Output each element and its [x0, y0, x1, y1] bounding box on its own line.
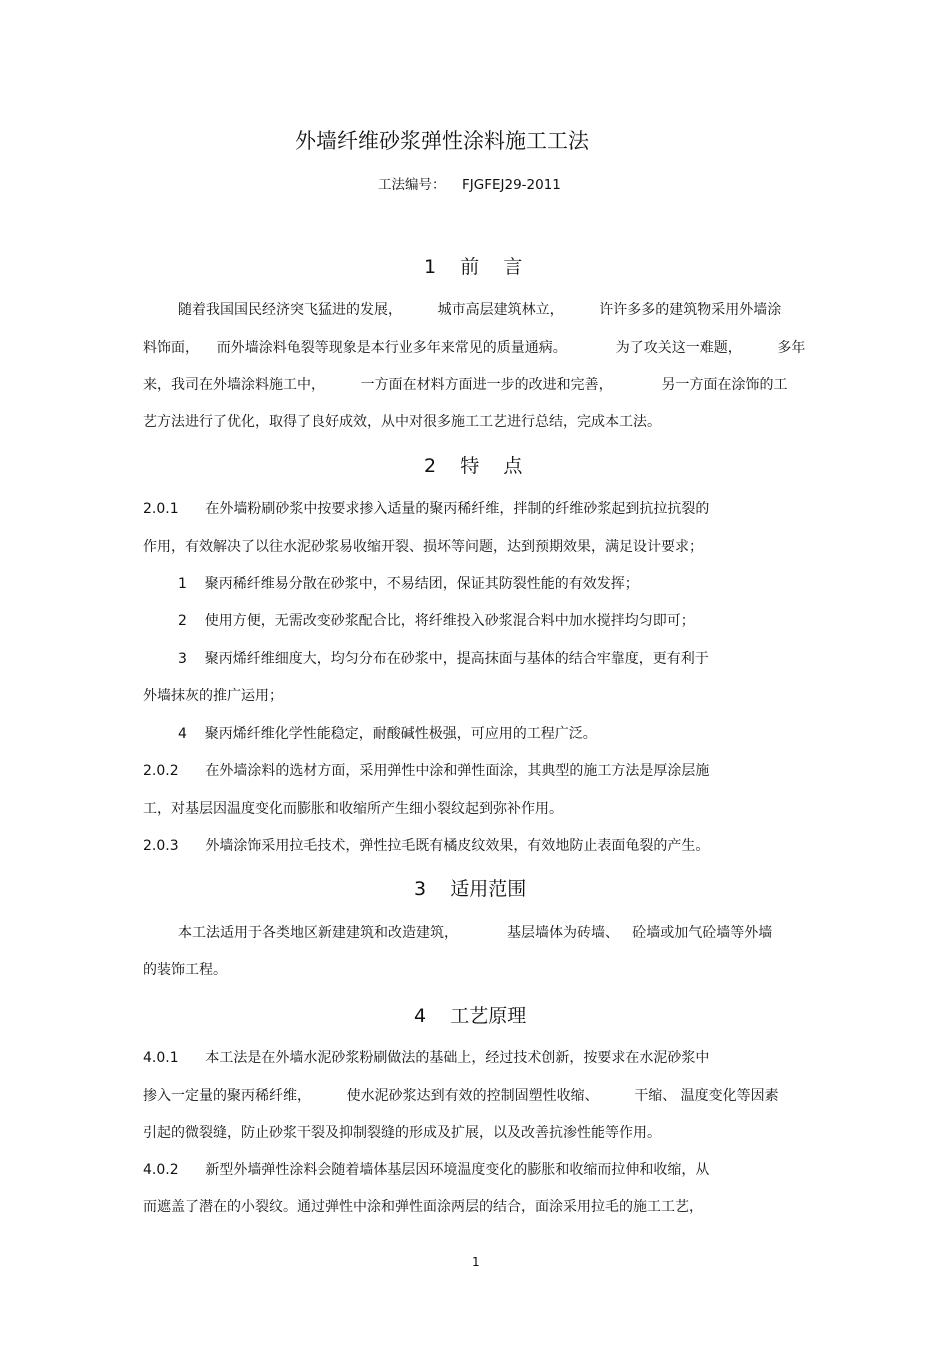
paragraph-line: 随着我国国民经济突飞猛进的发展， 城市高层建筑林立， 许许多多的建筑物采用外墙涂 — [178, 302, 782, 318]
document-title: 外墙纤维砂浆弹性涂料施工工法 — [295, 129, 589, 153]
section-heading-preface: 1 前 言 — [424, 256, 523, 278]
paragraph-line: 艺方法进行了优化，取得了良好成效，从中对很多施工工艺进行总结，完成本工法。 — [143, 414, 661, 430]
paragraph-line: 而遮盖了潜在的小裂纹。通过弹性中涂和弹性面涂两层的结合，面涂采用拉毛的施工工艺， — [143, 1199, 703, 1215]
paragraph-line: 4.0.2 新型外墙弹性涂料会随着墙体基层因环境温度变化的膨胀和收缩而拉伸和收缩，从 — [143, 1162, 710, 1178]
paragraph-line: 本工法适用于各类地区新建建筑和改造建筑， 基层墙体为砖墙、 砼墙或加气砼墙等外墙 — [178, 925, 773, 941]
list-item: 2 使用方便，无需改变砂浆配合比，将纤维投入砂浆混合料中加水搅拌均匀即可； — [178, 613, 695, 629]
list-item: 4 聚丙烯纤维化学性能稳定，耐酸碱性极强，可应用的工程广泛。 — [178, 726, 597, 742]
paragraph-line: 引起的微裂缝，防止砂浆干裂及抑制裂缝的形成及扩展，以及改善抗渗性能等作用。 — [143, 1125, 661, 1141]
paragraph-line: 2.0.3 外墙涂饰采用拉毛技术，弹性拉毛既有橘皮纹效果，有效地防止表面龟裂的产生。 — [143, 838, 710, 854]
section-heading-features: 2 特 点 — [424, 455, 523, 477]
paragraph-line: 2.0.2 在外墙涂料的选材方面，采用弹性中涂和弹性面涂，其典型的施工方法是厚涂层施 — [143, 763, 710, 779]
section-heading-principle: 4 工艺原理 — [414, 1005, 527, 1027]
paragraph-line: 作用，有效解决了以往水泥砂浆易收缩开裂、损坏等问题，达到预期效果，满足设计要求； — [143, 539, 703, 555]
paragraph-line: 工，对基层因温度变化而膨胀和收缩所产生细小裂纹起到弥补作用。 — [143, 801, 563, 817]
paragraph-line: 的装饰工程。 — [143, 962, 227, 978]
list-item: 1 聚丙稀纤维易分散在砂浆中，不易结团，保证其防裂性能的有效发挥； — [178, 576, 639, 592]
paragraph-line: 2.0.1 在外墙粉刷砂浆中按要求掺入适量的聚丙稀纤维，拌制的纤维砂浆起到抗拉抗裂的 — [143, 501, 710, 517]
paragraph-line: 料饰面， 而外墙涂料龟裂等现象是本行业多年来常见的质量通病。 为了攻关这一难题， 多年 — [143, 340, 806, 356]
section-heading-scope: 3 适用范围 — [414, 878, 527, 900]
paragraph-line: 4.0.1 本工法是在外墙水泥砂浆粉刷做法的基础上，经过技术创新，按要求在水泥砂浆中 — [143, 1050, 710, 1066]
method-code-label: 工法编号： — [378, 177, 446, 193]
page-number: 1 — [472, 1255, 480, 1269]
paragraph-line: 外墙抹灰的推广运用； — [143, 688, 283, 704]
method-code-value: FJGFEJ29-2011 — [462, 177, 561, 193]
list-item: 3 聚丙烯纤维细度大，均匀分布在砂浆中，提高抹面与基体的结合牢靠度，更有利于 — [178, 651, 709, 667]
paragraph-line: 来，我司在外墙涂料施工中， 一方面在材料方面进一步的改进和完善， 另一方面在涂饰的工 — [143, 377, 788, 393]
paragraph-line: 掺入一定量的聚丙稀纤维， 使水泥砂浆达到有效的控制固塑性收缩、 干缩、 温度变化等因素 — [143, 1088, 779, 1104]
